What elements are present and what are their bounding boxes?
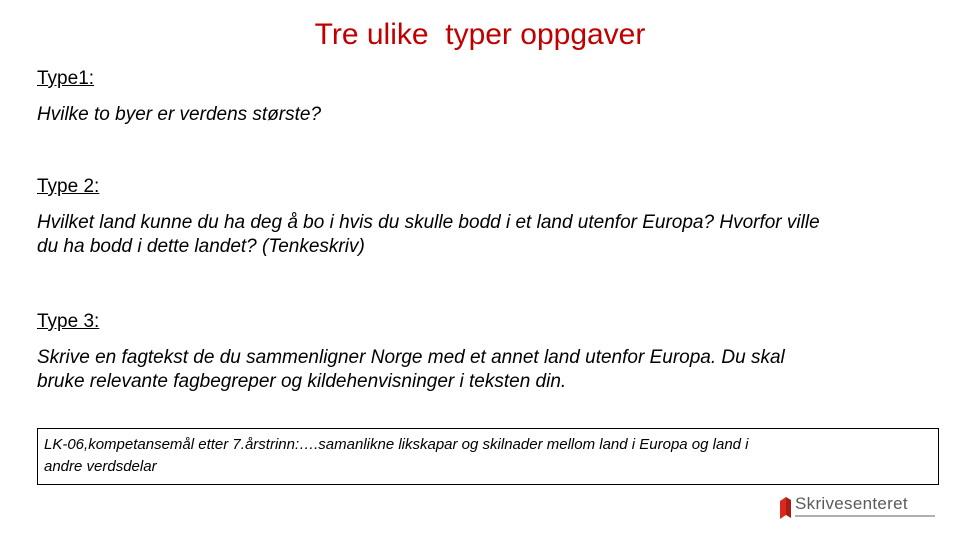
logo-tagline-graphic [795, 514, 935, 518]
skrivesenteret-logo [777, 495, 947, 525]
task-type-1 [37, 67, 937, 127]
task-question: Hvilket land kunne du ha deg å bo i hvis du skulle bodd i et land utenfor Europa? Hvorfor ville du ha bodd i dette landet? (Tenkeskriv) [37, 212, 820, 257]
task-question: Skrive en fagtekst de du sammenligner Norge med et annet land utenfor Europa. Du skal bruke relevante fagbegreper og kildehenvisninger i teksten din. [37, 347, 785, 392]
task-label: Type 2: [37, 176, 100, 197]
task-label: Type1: [37, 68, 95, 89]
logo-mark-icon [777, 495, 793, 521]
task-question: Hvilke to byer er verdens største? [37, 104, 322, 125]
slide-title: Tre ulike typer oppgaver [314, 18, 646, 51]
task-type-2 [37, 175, 937, 259]
competence-goal-box: LK-06,kompetansemål etter 7.årstrinn:….samanlikne likskapar og skilnader mellom land i Europa og land i andre verdsdelar [37, 428, 939, 485]
task-label: Type 3: [37, 311, 100, 332]
task-type-3 [37, 310, 937, 394]
logo-name: Skrivesenteret [795, 494, 908, 513]
